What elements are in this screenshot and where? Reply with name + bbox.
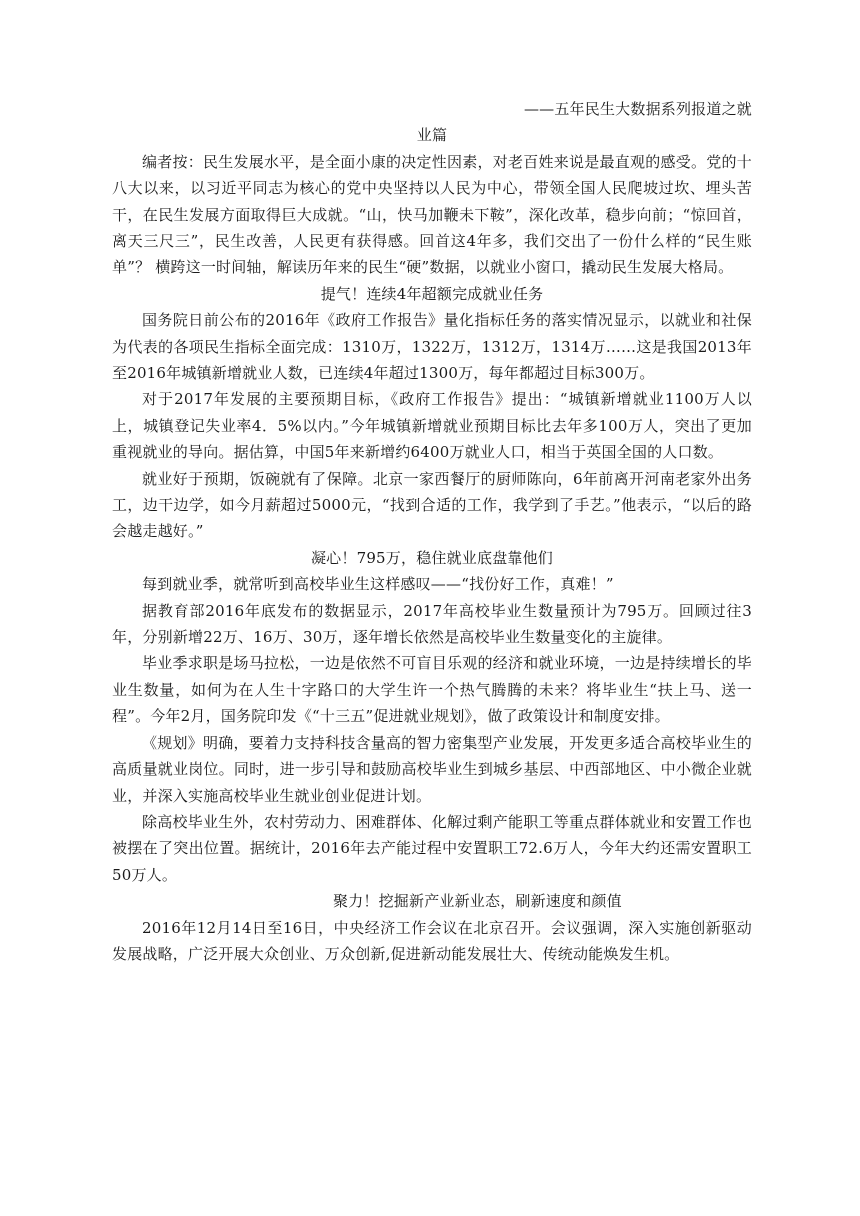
section-1-paragraph-1: 国务院日前公布的2016年《政府工作报告》量化指标任务的落实情况显示，以就业和社保为代表的各项民生指标全面完成：1310万，1322万，1312万，1314万……这是我国2013年至2016年城镇新增就业人数，已连续4年超过1300万，每年都超过目标300万。 bbox=[112, 311, 752, 383]
section-1-paragraph-2: 对于2017年发展的主要预期目标，《政府工作报告》提出：“城镇新增就业1100万人以上，城镇登记失业率4．5%以内。”今年城镇新增就业预期目标比去年多100万人，突出了更加重视就业的导向。据估算，中国5年来新增约6400万就业人口，相当于英国全国的人口数。 bbox=[112, 390, 752, 462]
section-heading-1: 提气！连续4年超额完成就业任务 bbox=[320, 284, 544, 303]
article-subtitle-continued: 业篇 bbox=[416, 126, 448, 145]
section-3-paragraph-1: 2016年12月14日至16日，中央经济工作会议在北京召开。会议强调，深入实施创新驱动发展战略，广泛开展大众创业、万众创新,促进新动能发展壮大、传统动能焕发生机。 bbox=[112, 918, 752, 963]
section-heading-3: 聚力！挖掘新产业新业态，刷新速度和颜值 bbox=[333, 892, 622, 911]
section-2-paragraph-3: 毕业季求职是场马拉松，一边是依然不可盲目乐观的经济和就业环境，一边是持续增长的毕业生数量，如何为在人生十字路口的大学生许一个热气腾腾的未来？将毕业生“扶上马、送一程”。今年2月，国务院印发《“十三五”促进就业规划》，做了政策设计和制度安排。 bbox=[112, 654, 752, 726]
section-2-paragraph-5: 除高校毕业生外，农村劳动力、困难群体、化解过剩产能职工等重点群体就业和安置工作也被摆在了突出位置。据统计，2016年去产能过程中安置职工72.6万人，今年大约还需安置职工50万人。 bbox=[112, 812, 752, 884]
section-2-paragraph-1: 每到就业季，就常听到高校毕业生这样感叹——“找份好工作，真难！” bbox=[142, 575, 614, 594]
editor-note: 编者按：民生发展水平，是全面小康的决定性因素，对老百姓来说是最直观的感受。党的十八大以来，以习近平同志为核心的党中央坚持以人民为中心，带领全国人民爬坡过坎、埋头苦干，在民生发展方面取得巨大成就。“山，快马加鞭未下鞍”，深化改革，稳步向前；“惊回首，离天三尺三”，民生改善，人民更有获得感。回首这4年多，我们交出了一份什么样的“民生账单”？ 横跨这一时间轴，解读历年来的民生“硬”数据，以就业小窗口，撬动民生发展大格局。 bbox=[112, 152, 752, 277]
section-2-paragraph-4: 《规划》明确，要着力支持科技含量高的智力密集型产业发展，开发更多适合高校毕业生的高质量就业岗位。同时，进一步引导和鼓励高校毕业生到城乡基层、中西部地区、中小微企业就业，并深入实施高校毕业生就业创业促进计划。 bbox=[112, 733, 752, 805]
section-1-paragraph-3: 就业好于预期，饭碗就有了保障。北京一家西餐厅的厨师陈向，6年前离开河南老家外出务工，边干边学，如今月薪超过5000元，“找到合适的工作，我学到了手艺。”他表示，“以后的路会越走越好。” bbox=[112, 469, 752, 541]
article-subtitle: ——五年民生大数据系列报道之就 bbox=[523, 100, 752, 118]
article-page bbox=[112, 96, 752, 967]
section-2-paragraph-2: 据教育部2016年底发布的数据显示，2017年高校毕业生数量预计为795万。回顾过往3年，分别新增22万、16万、30万，逐年增长依然是高校毕业生数量变化的主旋律。 bbox=[112, 601, 752, 647]
section-heading-2: 凝心！795万，稳住就业底盘靠他们 bbox=[310, 548, 554, 567]
